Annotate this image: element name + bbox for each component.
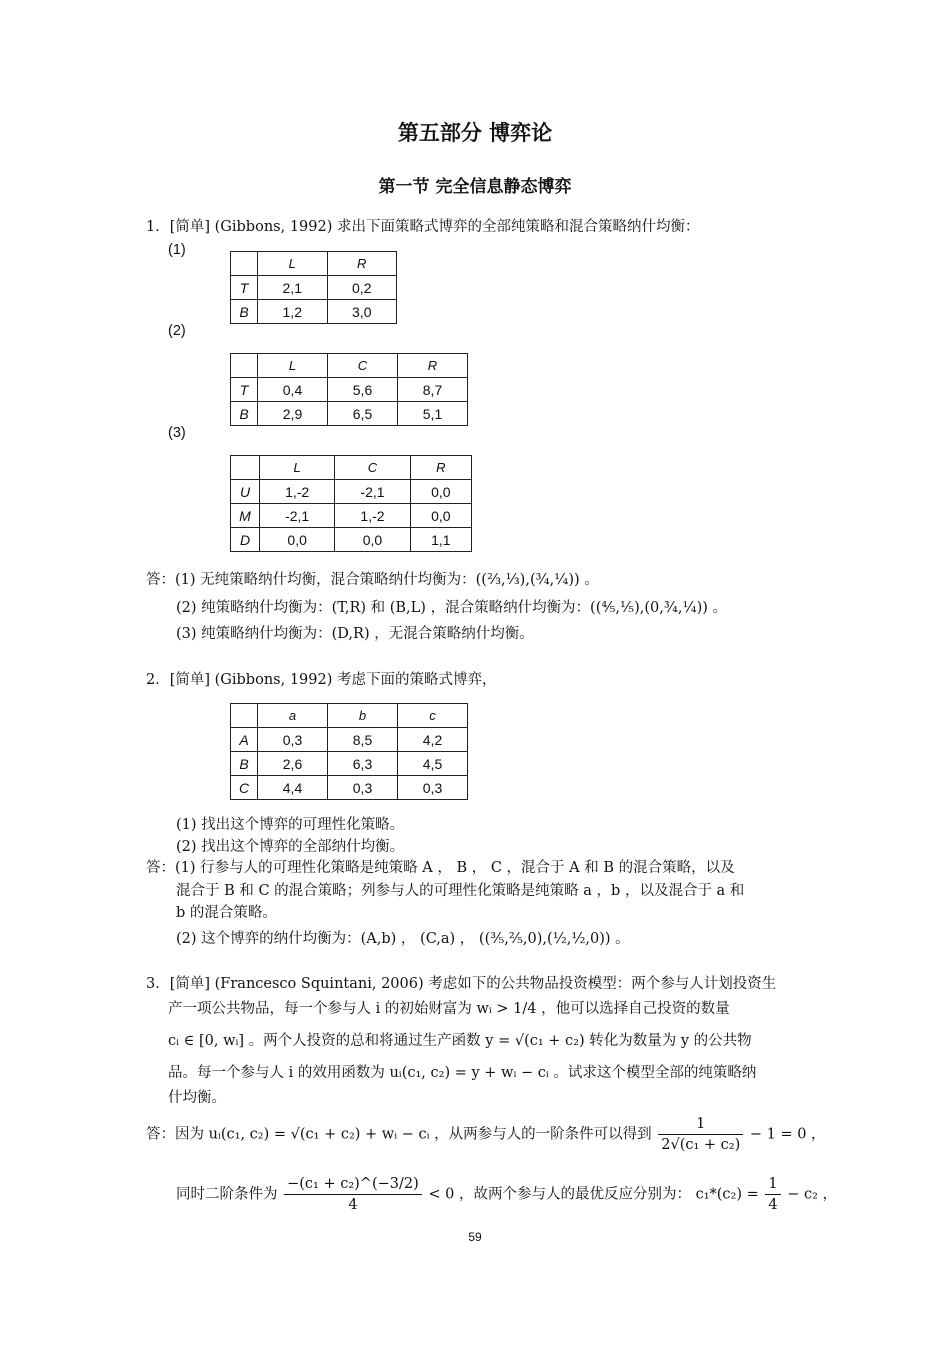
q1-label-3: (3)	[168, 425, 186, 441]
q3-answer-line-2: 同时二阶条件为 $\frac{\text{−(c₁ + c₂)\textasciicircum{}(−3/2)}}{4}$ < 0 ，故两个参与人的最优反应分别为： c₁*(c₂) = $\frac{1}{4}$ − c₂ ，	[176, 1176, 838, 1213]
page-number: 59	[468, 1230, 482, 1244]
q1-payoff-table-2: L C R T 0,4 5,6 8,7 B 2,9 6,5 5,1	[230, 353, 468, 426]
q2-answer-1-line-3: b 的混合策略。	[176, 905, 277, 921]
q1-payoff-table-1: L R T 2,1 0,2 B 1,2 3,0	[230, 251, 397, 324]
q1-label-1: (1)	[168, 242, 186, 258]
q2-answer-1-line-1: 答：(1) 行参与人的可理性化策略是纯策略 A ， B ， C ，混合于 A 和 B 的混合策略，以及	[146, 860, 735, 876]
q2-sub-2: (2) 找出这个博弈的全部纳什均衡。	[176, 839, 405, 855]
q3-line-4: 品。每一个参与人 i 的效用函数为 uᵢ(c₁, c₂) = y + wᵢ − cᵢ 。试求这个模型全部的纯策略纳	[168, 1065, 757, 1081]
section-title: 第一节 完全信息静态博弈	[378, 177, 572, 197]
q1-label-2: (2)	[168, 323, 186, 339]
q1-payoff-table-3: L C R U 1,-2 -2,1 0,0 M -2,1 1,-2 0,0 D 0,0 0,0 1,1	[230, 455, 472, 552]
q3-line-5: 什均衡。	[168, 1090, 226, 1106]
q1-prompt: 1．[简单] (Gibbons, 1992) 求出下面策略式博弈的全部纯策略和混合策略纳什均衡：	[146, 219, 700, 235]
soc-fraction: $\frac{\text{−(c₁ + c₂)\textasciicircum{}(−3/2)}}{4}$	[284, 1174, 422, 1215]
q2-sub-1: (1) 找出这个博弈的可理性化策略。	[176, 817, 405, 833]
part-title: 第五部分 博弈论	[397, 121, 553, 145]
q2-payoff-table: a b c A 0,3 8,5 4,2 B 2,6 6,3 4,5 C 4,4 0,3 0,3	[230, 703, 468, 800]
q1-answer-3: (3) 纯策略纳什均衡为：(D,R) ，无混合策略纳什均衡。	[176, 626, 534, 642]
q2-answer-1-line-2: 混合于 B 和 C 的混合策略；列参与人的可理性化策略是纯策略 a ，b ，以及混合于 a 和	[176, 883, 745, 899]
q3-line-1: 3．[简单] (Francesco Squintani, 2006) 考虑如下的公共物品投资模型：两个参与人计划投资生	[146, 976, 777, 992]
q3-answer-line-1: 答：因为 uᵢ(c₁, c₂) = √(c₁ + c₂) + wᵢ − cᵢ ，从两参与人的一阶条件可以得到 $\frac{1}{\text{2√(c₁ + c₂)}}$ − 1 = 0 ，	[146, 1116, 826, 1153]
foc-fraction: $\frac{1}{\text{2√(c₁ + c₂)}}$	[658, 1114, 743, 1155]
best-response-fraction: $\frac{1}{4}$	[765, 1174, 780, 1215]
q2-answer-2: (2) 这个博弈的纳什均衡为：(A,b) ， (C,a) ， ((⅗,⅖,0),(½,½,0)) 。	[176, 931, 630, 947]
q1-answer-2: (2) 纯策略纳什均衡为：(T,R) 和 (B,L) ，混合策略纳什均衡为：((⅘,⅕),(0,¾,¼)) 。	[176, 600, 727, 616]
q3-line-2: 产一项公共物品，每一个参与人 i 的初始财富为 wᵢ > 1/4 ，他可以选择自己投资的数量	[168, 1001, 730, 1017]
q3-line-3: cᵢ ∈ [0, wᵢ] 。两个人投资的总和将通过生产函数 y = √(c₁ + c₂) 转化为数量为 y 的公共物	[168, 1033, 752, 1049]
q1-answer-1: 答：(1) 无纯策略纳什均衡，混合策略纳什均衡为：((⅔,⅓),(¾,¼)) 。	[146, 572, 599, 588]
q2-prompt: 2．[简单] (Gibbons, 1992) 考虑下面的策略式博弈，	[146, 672, 497, 688]
